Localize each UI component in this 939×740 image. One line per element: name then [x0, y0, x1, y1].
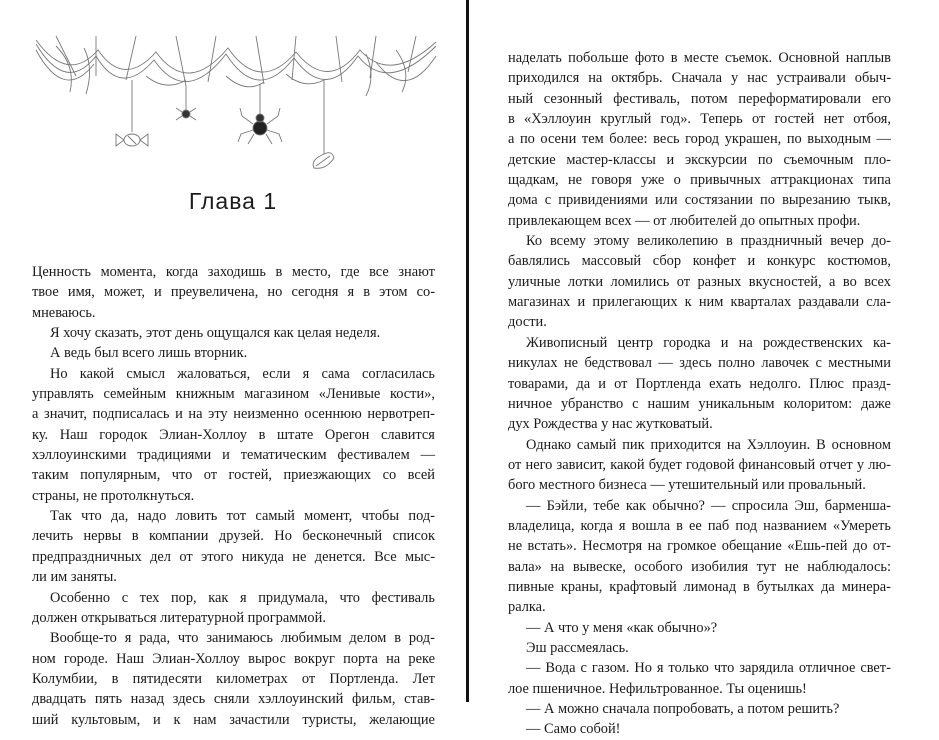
text-line: бавлялись массовый сбор конфет и конкурс костюмов, [508, 253, 891, 270]
text-line: ли им заняты. [32, 569, 117, 586]
chapter-title: Глава 1 [188, 188, 278, 214]
text-line: предпраздничных дел от этого никуда не денется. Все мыс- [32, 548, 435, 565]
right-page-text [508, 48, 891, 740]
left-page [0, 0, 466, 728]
text-line: хэллоуинскими традициями и тематическим фестивалем — [32, 447, 435, 464]
text-line: Я хочу сказать, этот день ощущался как целая неделя. [50, 325, 381, 342]
text-line: а по осени тем более: весь город украшен, по выходным — [508, 131, 891, 148]
text-line: страны, не протолкнуться. [32, 487, 195, 504]
text-line: ничное убранство с нашим уникальным колоритом: даже [508, 395, 891, 412]
leaf-icon [313, 153, 334, 169]
text-line: товарами, да и от Портленда ехать недолго. Плюс празд- [508, 375, 891, 392]
text-line: Но какой смысл жаловаться, если я сама согласилась [50, 365, 435, 382]
text-line: приходился на октябрь. Сначала у нас устраивали обыч- [508, 70, 891, 87]
text-line: Ценность момента, когда заходишь в место, где все знают [32, 264, 435, 280]
left-page-text [32, 262, 435, 730]
text-line: магазинах и прилегающих к ним кварталах раздавали сла- [508, 294, 891, 311]
text-line: мневаюсь. [32, 304, 96, 321]
text-line: ном городе. Наш Элиан-Холлоу вырос вокруг порта на реке [32, 650, 435, 667]
small-spider-icon [176, 108, 196, 120]
text-line: двадцать пять назад здесь сняли хэллоуинский фильм, став- [32, 691, 435, 708]
text-line: щадкам, не говоря уже о привычных аттракционах типа [508, 172, 891, 189]
text-line: управлять семейным книжным магазином «Ленивые кости», [32, 386, 435, 403]
text-line: Особенно с тех пор, как я придумала, что фестиваль [50, 589, 435, 606]
text-line: а значит, подписалась и на эту неизменно осеннюю нервотреп- [32, 406, 435, 423]
text-line: владелица, когда я вошла в ее паб под названием «Умереть [508, 517, 891, 534]
text-line: — Вода с газом. Но я только что зарядила отличное свет- [526, 660, 891, 677]
text-line: уличные лотки ломились от разных вкусностей, а во всех [508, 273, 891, 290]
text-line: Вообще-то я рада, что занимаюсь любимым делом в род- [50, 630, 435, 647]
text-line: лечить нервы в компании друзей. Но бесконечный список [32, 528, 435, 545]
text-line: бого местного бизнеса — утешительный или провальный. [508, 477, 866, 494]
text-line: дух Рождества у нас жутковатый. [508, 416, 713, 433]
text-line: ралка. [508, 599, 546, 616]
text-line: наделать побольше фото в месте съемок. Основной наплыв [508, 50, 891, 66]
text-line: — А можно сначала попробовать, а потом решить? [526, 701, 840, 717]
text-line: — Само собой! [526, 721, 621, 738]
text-line: Живописный центр городка и на рождественских ка- [526, 334, 891, 351]
candy-icon [116, 134, 148, 146]
text-line: ный сезонный фестиваль, потом переформатировали его [508, 90, 891, 107]
text-line: детские мастер-классы и экскурсии по съемочным пло- [508, 151, 891, 168]
spiderweb-ornament [36, 36, 436, 172]
text-line: ку. Наш городок Элиан-Холлоу в штате Орегон славится [32, 426, 435, 443]
text-line: дома с привидениями или состязании по вырезанию тыкв, [508, 192, 891, 209]
text-line: должен открываться литературной программой. [32, 609, 326, 626]
text-line: Эш рассмеялась. [526, 639, 629, 656]
right-page [470, 0, 939, 738]
text-line: привлекающем всех — от любителей до опытных профи. [508, 212, 861, 229]
text-line: дости. [508, 314, 547, 331]
text-line: таким популярным, что от гостей, приезжающих со всей [32, 467, 435, 484]
text-line: Однако самый пик приходится на Хэллоуин. В основном [526, 436, 891, 453]
text-line: в «Хэллоуин круглый год». Теперь от гостей нет отбоя, [508, 111, 891, 128]
text-line: лое пшеничное. Нефильтрованное. Ты оценишь! [508, 680, 807, 697]
text-line: — А что у меня «как обычно»? [526, 619, 718, 636]
text-line: Так что да, надо ловить тот самый момент, чтобы под- [50, 508, 435, 525]
page-spine-divider [466, 0, 469, 702]
text-line: от него зависит, какой будет годовой финансовый отчет у лю- [508, 456, 891, 473]
text-line: Ко всему этому великолепию в праздничный вечер до- [526, 233, 891, 250]
text-line: Колумбии, в пятидесяти километрах от Портленда. Лет [32, 670, 435, 687]
text-line: никулах не бедствовал — здесь полно лавочек с местными [508, 355, 891, 372]
text-line: ший культовым, и к нам зачастили туристы, желающие [32, 711, 435, 728]
text-line: — Бэйли, тебе как обычно? — спросила Эш, барменша- [526, 497, 891, 514]
text-line: твое имя, может, и преувеличена, но сегодня я в этом со- [32, 284, 435, 301]
text-line: не встать». Несмотря на громкое обещание «Ешь-пей до от- [508, 538, 891, 555]
text-line: пивные краны, крафтовый лимонад в бутылках да минера- [508, 578, 891, 595]
text-line: вала» на вывеске, особого изобилия тут не наблюдалось: [508, 558, 891, 575]
text-line: А ведь был всего лишь вторник. [50, 345, 248, 362]
